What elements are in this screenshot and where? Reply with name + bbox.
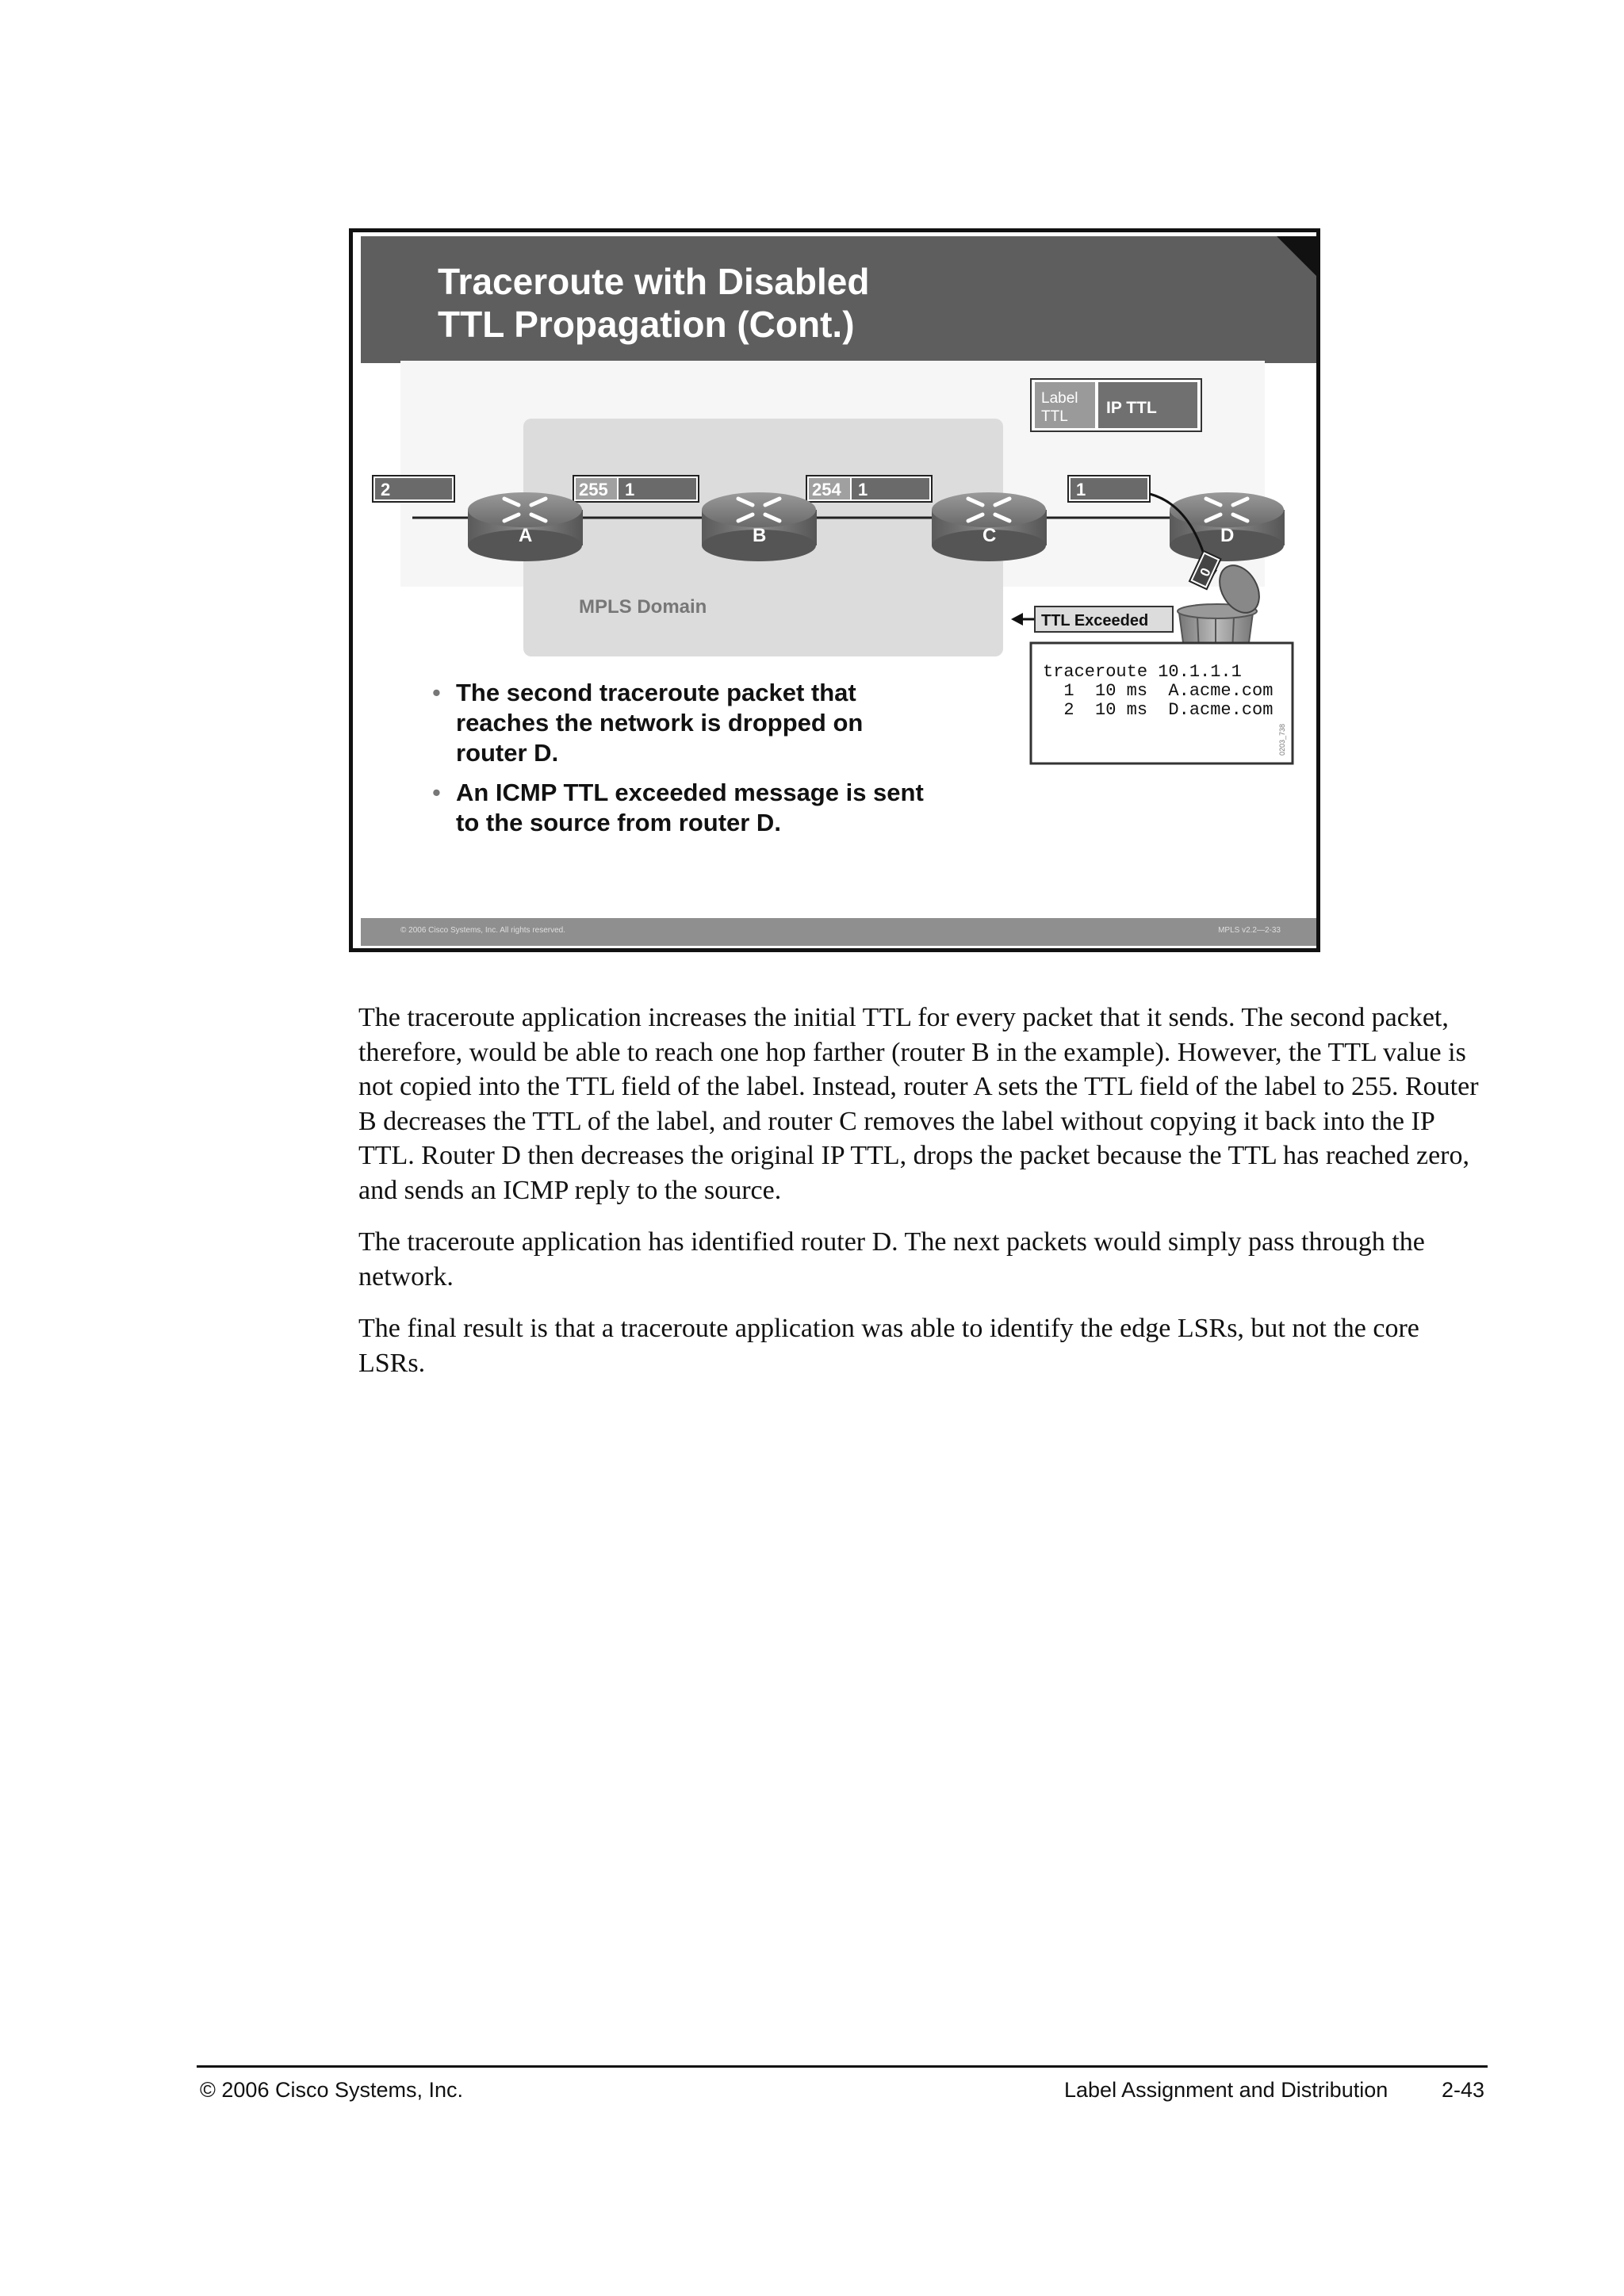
- body-paragraph: The traceroute application has identified router D. The next packets would simply pass through the network.: [358, 1227, 1425, 1292]
- bullet-text: The second traceroute packet that reaches the network is dropped on router D.: [456, 679, 864, 767]
- router-b-icon: [702, 492, 817, 561]
- slide-title-line2: TTL Propagation (Cont.): [438, 304, 855, 345]
- traceroute-hop-2: 2 10 ms D.acme.com: [1043, 700, 1274, 720]
- body-paragraph: The final result is that a traceroute application was able to identify the edge LSRs, but not the core LSRs.: [358, 1314, 1419, 1378]
- slide-footer: [361, 918, 1316, 946]
- labeled-packet-1: [573, 476, 699, 502]
- bullet-dot: •: [432, 779, 441, 806]
- footer-copyright: © 2006 Cisco Systems, Inc.: [200, 2078, 464, 2102]
- footer-rule: [197, 2065, 1488, 2068]
- figure-id: 0203_738: [1278, 723, 1286, 756]
- slide-title: [438, 260, 869, 346]
- slide-footer-copyright: © 2006 Cisco Systems, Inc. All rights reserved.: [400, 926, 566, 935]
- slide-title-line1: Traceroute with Disabled: [438, 261, 870, 302]
- bullet-item: [432, 678, 924, 768]
- bullet-text: An ICMP TTL exceeded message is sent to the source from router D.: [456, 779, 924, 836]
- legend-label-ttl-2: TTL: [1041, 408, 1068, 425]
- footer-section-title: Label Assignment and Distribution: [1064, 2078, 1388, 2102]
- corner-triangle: [1277, 236, 1316, 276]
- packet-3-ip-ttl: 1: [858, 480, 868, 499]
- packet-2-ip-ttl: 1: [625, 480, 635, 499]
- packet-ip-only-1: [373, 476, 454, 502]
- router-d-icon: [1170, 492, 1285, 561]
- body-text: [358, 1001, 1484, 1398]
- labeled-packet-2: [806, 476, 932, 502]
- footer-page-number: 2-43: [1442, 2078, 1485, 2102]
- slide-header: [361, 236, 1316, 363]
- bullet-dot: •: [432, 679, 441, 706]
- router-b-label: B: [753, 525, 767, 546]
- traceroute-hop-1: 1 10 ms A.acme.com: [1043, 681, 1274, 701]
- traceroute-command: traceroute 10.1.1.1: [1043, 662, 1242, 682]
- mpls-domain-label: MPLS Domain: [579, 596, 707, 618]
- router-c-icon: [932, 492, 1047, 561]
- router-c-label: C: [982, 525, 997, 546]
- packet-4-ip-ttl: 1: [1076, 480, 1086, 499]
- legend-label-ttl-1: Label: [1041, 390, 1078, 407]
- legend-ip-ttl: IP TTL: [1106, 399, 1157, 417]
- bullet-item: [432, 778, 924, 838]
- packet-3-label-ttl: 254: [812, 480, 841, 499]
- ttl-legend: [1031, 379, 1201, 431]
- ttl-exceeded-callout: [1011, 607, 1173, 632]
- router-a-label: A: [519, 525, 533, 546]
- router-d-label: D: [1220, 525, 1235, 546]
- slide-footer-id: MPLS v2.2—2-33: [1218, 926, 1281, 935]
- ttl-exceeded-label: TTL Exceeded: [1041, 612, 1149, 629]
- packet-2-label-ttl: 255: [579, 480, 608, 499]
- slide-bullets: [432, 678, 924, 848]
- packet-1-ip-ttl: 2: [381, 480, 391, 499]
- traceroute-output: [1031, 643, 1293, 763]
- router-a-icon: [468, 492, 583, 561]
- slide-figure: [349, 228, 1320, 952]
- body-paragraph: The traceroute application increases the initial TTL for every packet that it sends. The second packet, therefore, would be able to reach one hop farther (router B in the example). However, the TTL value is not copied into the TTL field of the label. Instead, router A sets the TTL field of the label to 255. Router B decreases the TTL of the label, and router C removes the label without copying it back into the IP TTL. Router D then decreases the original IP TTL, drops the packet because the TTL has reached zero, and sends an ICMP reply to the source.: [358, 1003, 1479, 1205]
- dropped-packet-ttl: 0: [1197, 565, 1214, 580]
- packet-ip-only-2: [1068, 476, 1150, 502]
